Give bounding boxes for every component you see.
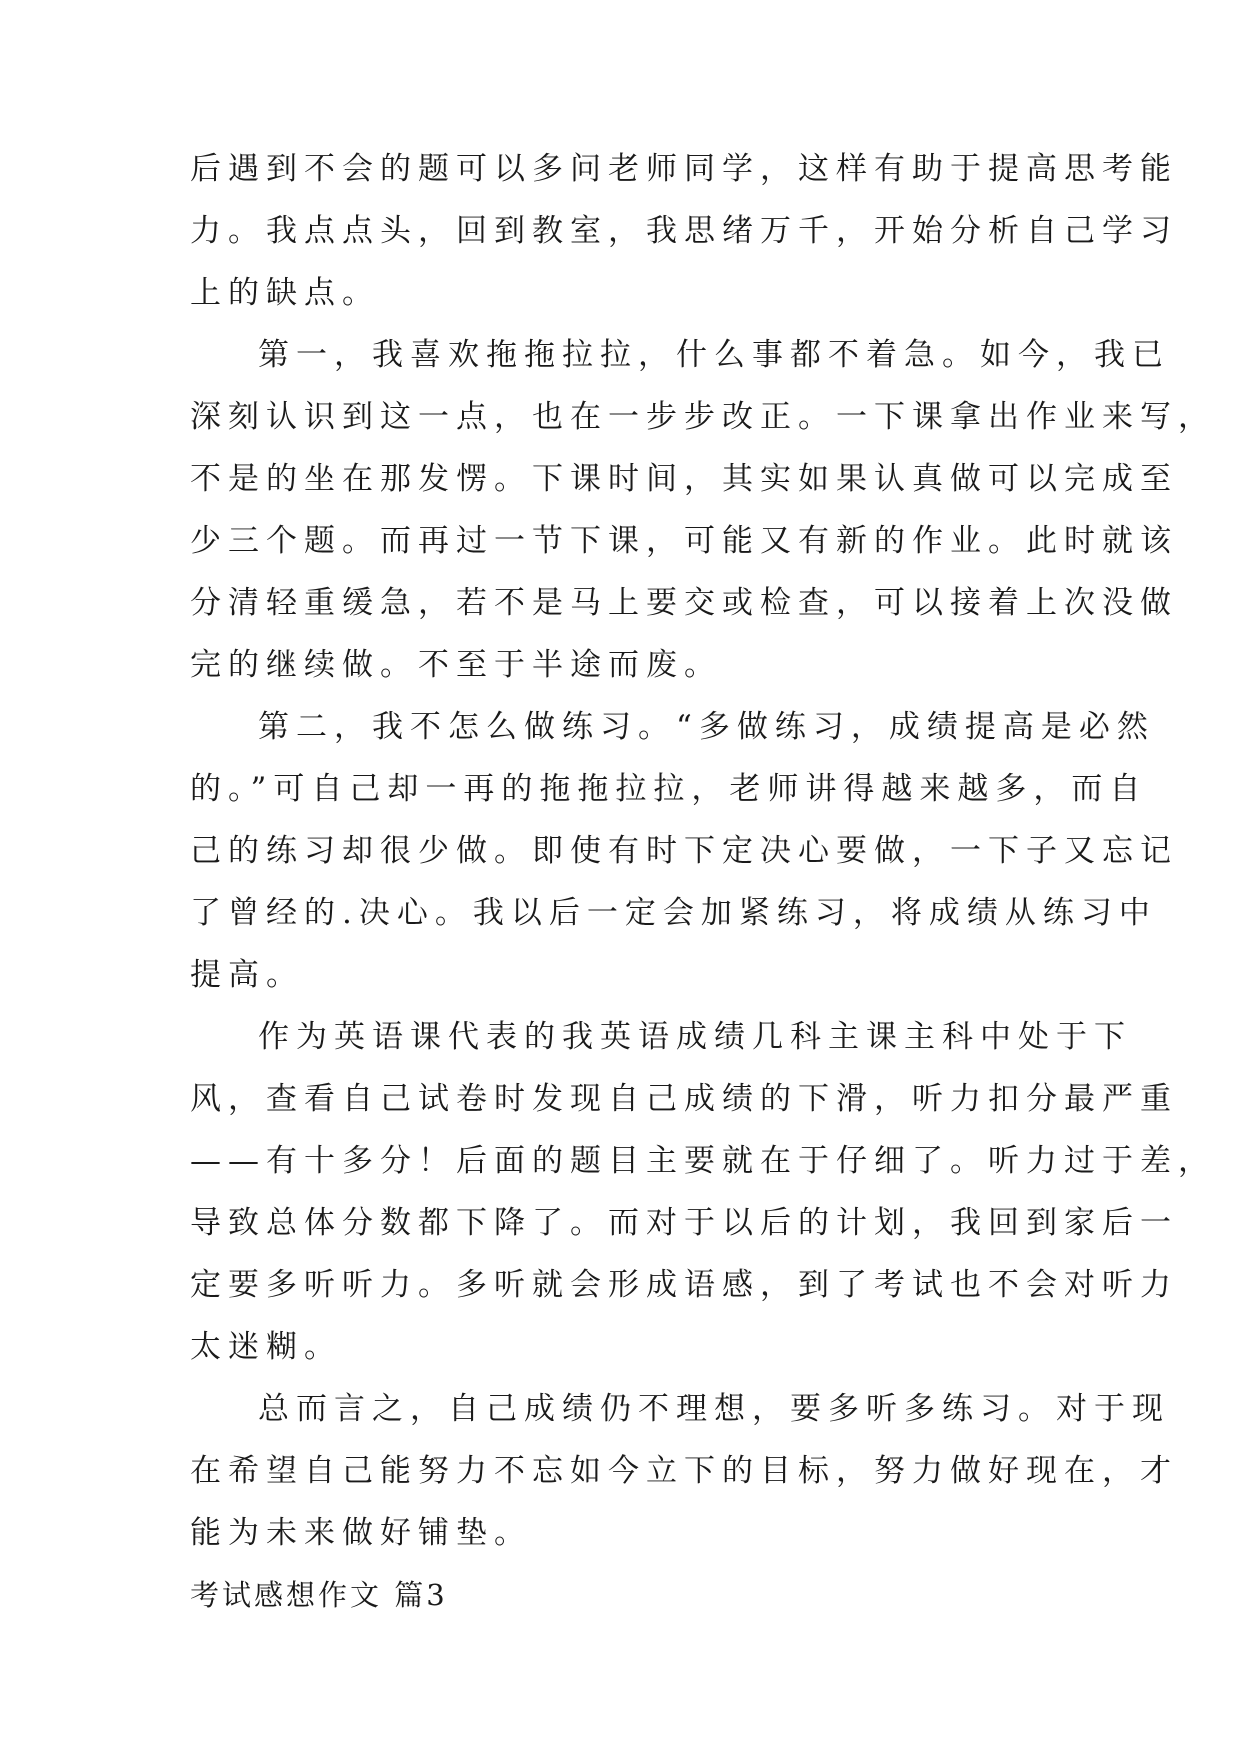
text-line: 了曾经的.决心。我以后一定会加紧练习，将成绩从练习中 (190, 895, 1157, 931)
text-line: 导致总体分数都下降了。而对于以后的计划，我回到家后一 (190, 1205, 1178, 1241)
text-line: 力。我点点头，回到教室，我思绪万千，开始分析自己学习 (190, 213, 1178, 249)
text-line: 不是的坐在那发愣。下课时间，其实如果认真做可以完成至 (190, 461, 1178, 497)
paragraph-first-line: 总而言之，自己成绩仍不理想，要多听多练习。对于现 (258, 1391, 1170, 1427)
text-line: 后遇到不会的题可以多问老师同学，这样有助于提高思考能 (190, 151, 1178, 187)
text-line: 提高。 (190, 957, 304, 993)
text-line: 定要多听听力。多听就会形成语感，到了考试也不会对听力 (190, 1267, 1178, 1303)
text-line: 深刻认识到这一点，也在一步步改正。一下课拿出作业来写， (190, 399, 1216, 435)
paragraph-first-line: 作为英语课代表的我英语成绩几科主课主科中处于下 (258, 1019, 1132, 1055)
text-line: 完的继续做。不至于半途而废。 (190, 647, 722, 683)
text-line: 太迷糊。 (190, 1329, 342, 1365)
text-line: ——有十多分！后面的题目主要就在于仔细了。听力过于差， (190, 1143, 1216, 1179)
text-line: 能为未来做好铺垫。 (190, 1515, 532, 1551)
text-line: 的。”可自己却一再的拖拖拉拉，老师讲得越来越多，而自 (190, 771, 1148, 807)
text-line: 分清轻重缓急，若不是马上要交或检查，可以接着上次没做 (190, 585, 1178, 621)
text-line: 在希望自己能努力不忘如今立下的目标，努力做好现在，才 (190, 1453, 1178, 1489)
paragraph-first-line: 第二，我不怎么做练习。“多做练习，成绩提高是必然 (258, 709, 1155, 745)
section-heading: 考试感想作文 篇3 (190, 1578, 448, 1612)
text-line: 风，查看自己试卷时发现自己成绩的下滑，听力扣分最严重 (190, 1081, 1178, 1117)
text-line: 己的练习却很少做。即使有时下定决心要做，一下子又忘记 (190, 833, 1178, 869)
paragraph-first-line: 第一，我喜欢拖拖拉拉，什么事都不着急。如今，我已 (258, 337, 1170, 373)
text-line: 少三个题。而再过一节下课，可能又有新的作业。此时就该 (190, 523, 1178, 559)
text-line: 上的缺点。 (190, 275, 380, 311)
